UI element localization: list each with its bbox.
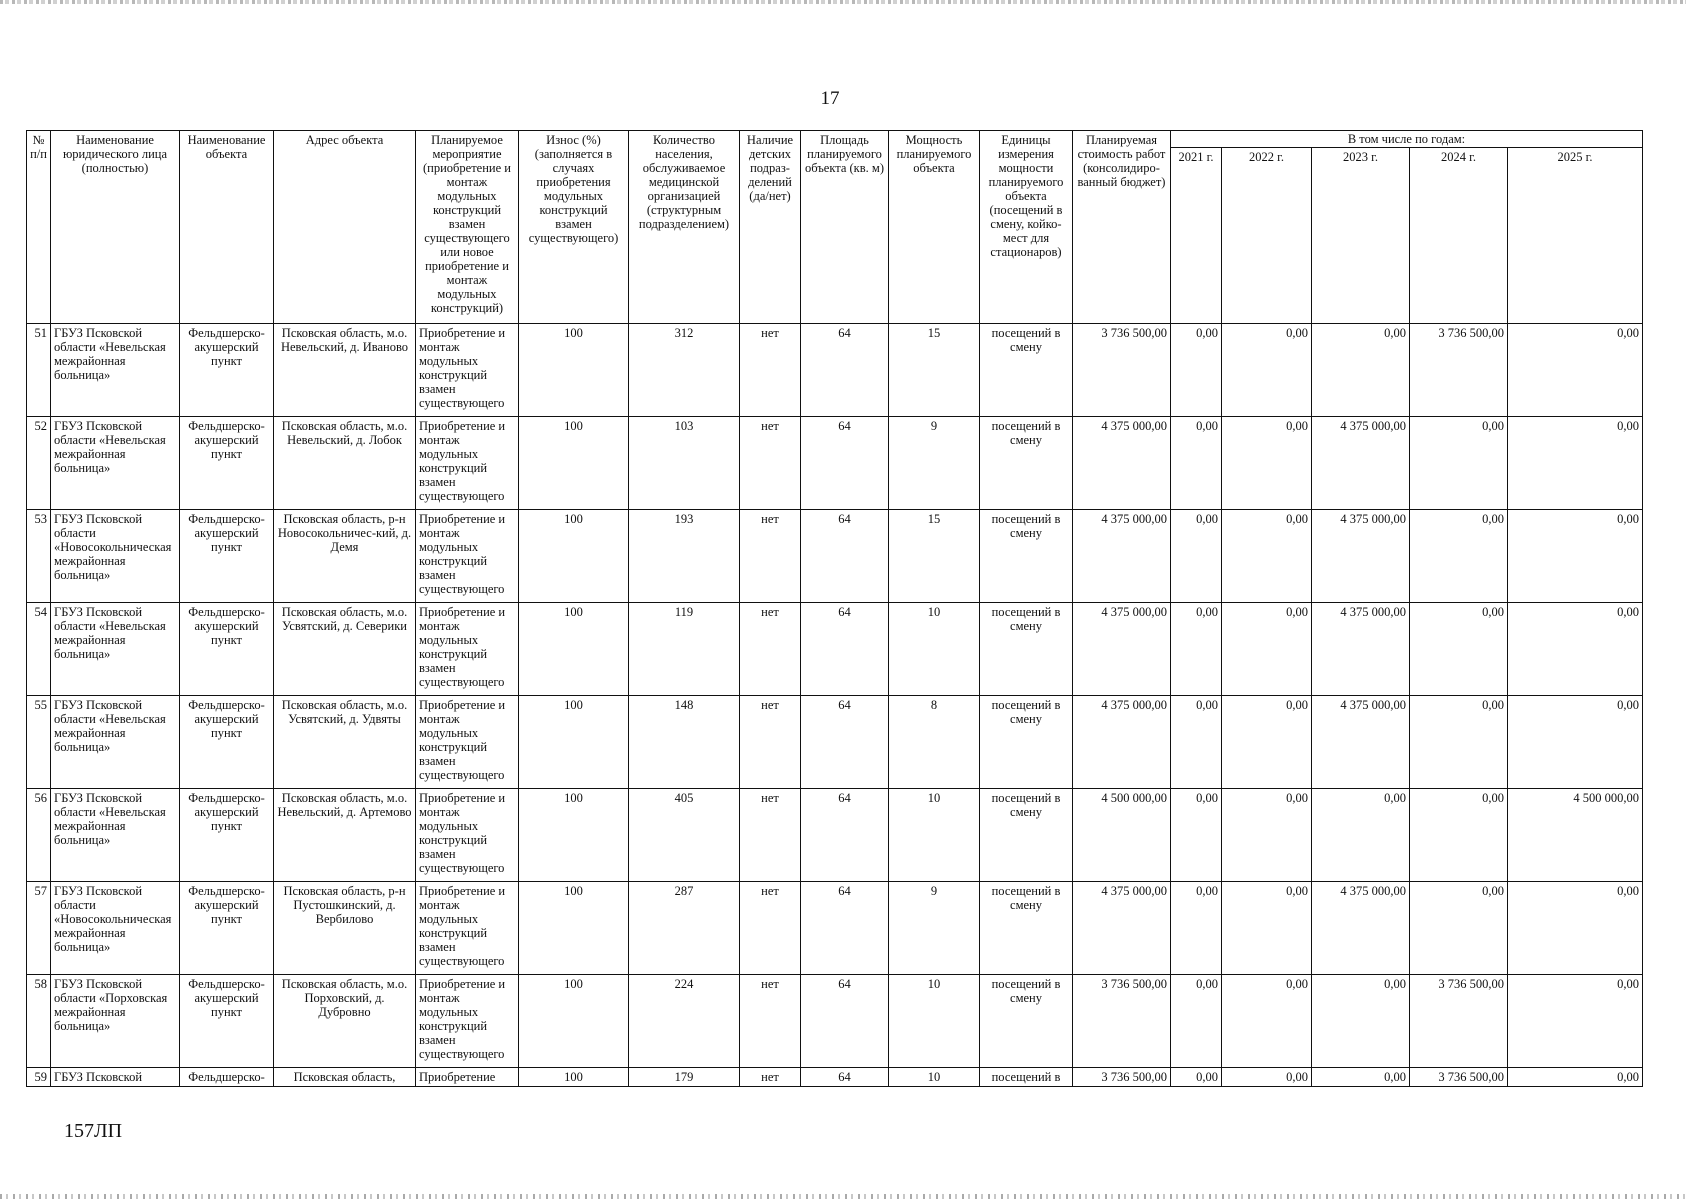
wear-cell: 100 [519, 789, 629, 882]
population-cell: 405 [629, 789, 740, 882]
header-wear: Износ (%) (заполняется в случаях приобретения модульных конструкций взамен существующего) [519, 131, 629, 324]
legal-name-cell: ГБУЗ Псковской области «Невельская межрайонная больница» [51, 417, 180, 510]
children-cell: нет [740, 324, 801, 417]
year-2022-cell: 0,00 [1222, 1068, 1312, 1087]
event-cell: Приобретение и монтаж модульных конструкций взамен существующего [416, 975, 519, 1068]
year-2021-cell: 0,00 [1171, 324, 1222, 417]
area-cell: 64 [801, 789, 889, 882]
children-cell: нет [740, 1068, 801, 1087]
scan-edge-bottom [0, 1194, 1686, 1199]
wear-cell: 100 [519, 324, 629, 417]
header-cost: Планируемая стоимость работ (консолидиро-ванный бюджет) [1073, 131, 1171, 324]
units-cell: посещений в смену [980, 882, 1073, 975]
population-cell: 312 [629, 324, 740, 417]
year-2021-cell: 0,00 [1171, 975, 1222, 1068]
year-2022-cell: 0,00 [1222, 696, 1312, 789]
area-cell: 64 [801, 510, 889, 603]
children-cell: нет [740, 510, 801, 603]
year-2023-cell: 0,00 [1312, 975, 1410, 1068]
units-cell: посещений в смену [980, 324, 1073, 417]
year-2024-cell: 0,00 [1410, 510, 1508, 603]
units-cell: посещений в смену [980, 603, 1073, 696]
children-cell: нет [740, 696, 801, 789]
year-2025-cell: 0,00 [1508, 324, 1643, 417]
table-row [27, 789, 1643, 882]
event-cell: Приобретение и монтаж модульных конструкций взамен существующего [416, 510, 519, 603]
children-cell: нет [740, 417, 801, 510]
children-cell: нет [740, 882, 801, 975]
year-2025-cell: 0,00 [1508, 696, 1643, 789]
capacity-cell: 15 [889, 324, 980, 417]
row-number: 58 [27, 975, 51, 1068]
legal-name-cell: ГБУЗ Псковской области «Невельская межрайонная больница» [51, 603, 180, 696]
area-cell: 64 [801, 1068, 889, 1087]
wear-cell: 100 [519, 510, 629, 603]
year-2022-cell: 0,00 [1222, 789, 1312, 882]
scan-edge-top [0, 0, 1686, 4]
year-2021-cell: 0,00 [1171, 1068, 1222, 1087]
year-2025-cell: 0,00 [1508, 603, 1643, 696]
year-2025-cell: 0,00 [1508, 510, 1643, 603]
address-cell: Псковская область, м.о. Усвятский, д. Удвяты [274, 696, 416, 789]
object-name-cell: Фельдшерско-акушерский пункт [180, 696, 274, 789]
header-num: № п/п [27, 131, 51, 324]
year-2022-cell: 0,00 [1222, 603, 1312, 696]
object-name-cell: Фельдшерско- [180, 1068, 274, 1087]
event-cell: Приобретение и монтаж модульных конструкций взамен существующего [416, 882, 519, 975]
address-cell: Псковская область, м.о. Порховский, д. Дубровно [274, 975, 416, 1068]
table-row [27, 882, 1643, 975]
header-children: Наличие детских подраз-делений (да/нет) [740, 131, 801, 324]
year-2023-cell: 4 375 000,00 [1312, 696, 1410, 789]
year-2022-cell: 0,00 [1222, 882, 1312, 975]
cost-cell: 4 375 000,00 [1073, 696, 1171, 789]
year-2021-cell: 0,00 [1171, 510, 1222, 603]
year-2022-cell: 0,00 [1222, 975, 1312, 1068]
units-cell: посещений в смену [980, 417, 1073, 510]
year-2021-cell: 0,00 [1171, 603, 1222, 696]
wear-cell: 100 [519, 975, 629, 1068]
year-2024-cell: 0,00 [1410, 603, 1508, 696]
address-cell: Псковская область, р-н Новосокольничес-кий, д. Демя [274, 510, 416, 603]
year-2024-cell: 3 736 500,00 [1410, 324, 1508, 417]
header-address: Адрес объекта [274, 131, 416, 324]
table-row [27, 417, 1643, 510]
document-code: 157ЛП [64, 1120, 123, 1142]
row-number: 57 [27, 882, 51, 975]
year-2025-cell: 0,00 [1508, 417, 1643, 510]
event-cell: Приобретение и монтаж модульных конструкций взамен существующего [416, 603, 519, 696]
object-name-cell: Фельдшерско-акушерский пункт [180, 417, 274, 510]
table-row [27, 510, 1643, 603]
population-cell: 193 [629, 510, 740, 603]
row-number: 53 [27, 510, 51, 603]
area-cell: 64 [801, 324, 889, 417]
year-2022-cell: 0,00 [1222, 417, 1312, 510]
event-cell: Приобретение [416, 1068, 519, 1087]
header-area: Площадь планируемого объекта (кв. м) [801, 131, 889, 324]
header-year-2024: 2024 г. [1410, 148, 1508, 324]
year-2023-cell: 4 375 000,00 [1312, 603, 1410, 696]
legal-name-cell: ГБУЗ Псковской области «Новосокольническая межрайонная больница» [51, 510, 180, 603]
area-cell: 64 [801, 417, 889, 510]
header-units: Единицы измерения мощности планируемого объекта (посещений в смену, койко-мест для стационаров) [980, 131, 1073, 324]
object-name-cell: Фельдшерско-акушерский пункт [180, 603, 274, 696]
address-cell: Псковская область, м.о. Невельский, д. Лобок [274, 417, 416, 510]
event-cell: Приобретение и монтаж модульных конструкций взамен существующего [416, 324, 519, 417]
area-cell: 64 [801, 603, 889, 696]
units-cell: посещений в смену [980, 975, 1073, 1068]
object-name-cell: Фельдшерско-акушерский пункт [180, 789, 274, 882]
event-cell: Приобретение и монтаж модульных конструкций взамен существующего [416, 696, 519, 789]
address-cell: Псковская область, р-н Пустошкинский, д. Вербилово [274, 882, 416, 975]
header-legal-name: Наименование юридического лица (полностью) [51, 131, 180, 324]
year-2024-cell: 0,00 [1410, 696, 1508, 789]
row-number: 55 [27, 696, 51, 789]
event-cell: Приобретение и монтаж модульных конструкций взамен существующего [416, 789, 519, 882]
year-2021-cell: 0,00 [1171, 696, 1222, 789]
capacity-cell: 10 [889, 975, 980, 1068]
header-year-2023: 2023 г. [1312, 148, 1410, 324]
address-cell: Псковская область, м.о. Невельский, д. Иваново [274, 324, 416, 417]
year-2024-cell: 3 736 500,00 [1410, 975, 1508, 1068]
year-2025-cell: 0,00 [1508, 882, 1643, 975]
year-2023-cell: 4 375 000,00 [1312, 417, 1410, 510]
year-2023-cell: 0,00 [1312, 789, 1410, 882]
row-number: 54 [27, 603, 51, 696]
legal-name-cell: ГБУЗ Псковской области «Новосокольническая межрайонная больница» [51, 882, 180, 975]
year-2022-cell: 0,00 [1222, 324, 1312, 417]
capacity-cell: 15 [889, 510, 980, 603]
year-2021-cell: 0,00 [1171, 882, 1222, 975]
cost-cell: 4 375 000,00 [1073, 417, 1171, 510]
cost-cell: 4 500 000,00 [1073, 789, 1171, 882]
year-2024-cell: 0,00 [1410, 882, 1508, 975]
capacity-cell: 9 [889, 417, 980, 510]
registry-table [26, 130, 1643, 1087]
row-number: 59 [27, 1068, 51, 1087]
header-capacity: Мощность планируемого объекта [889, 131, 980, 324]
wear-cell: 100 [519, 417, 629, 510]
header-row-1 [27, 131, 1643, 148]
year-2025-cell: 0,00 [1508, 975, 1643, 1068]
year-2023-cell: 4 375 000,00 [1312, 882, 1410, 975]
cost-cell: 3 736 500,00 [1073, 975, 1171, 1068]
year-2024-cell: 3 736 500,00 [1410, 1068, 1508, 1087]
address-cell: Псковская область, м.о. Невельский, д. Артемово [274, 789, 416, 882]
units-cell: посещений в смену [980, 696, 1073, 789]
table-row [27, 1068, 1643, 1087]
children-cell: нет [740, 603, 801, 696]
year-2023-cell: 0,00 [1312, 324, 1410, 417]
page-number: 17 [820, 88, 840, 109]
year-2024-cell: 0,00 [1410, 417, 1508, 510]
children-cell: нет [740, 789, 801, 882]
year-2021-cell: 0,00 [1171, 417, 1222, 510]
header-year-2025: 2025 г. [1508, 148, 1643, 324]
year-2022-cell: 0,00 [1222, 510, 1312, 603]
header-population: Количество населения, обслуживаемое медицинской организацией (структурным подразделением) [629, 131, 740, 324]
cost-cell: 3 736 500,00 [1073, 1068, 1171, 1087]
capacity-cell: 10 [889, 1068, 980, 1087]
address-cell: Псковская область, м.о. Усвятский, д. Северики [274, 603, 416, 696]
area-cell: 64 [801, 696, 889, 789]
wear-cell: 100 [519, 1068, 629, 1087]
year-2023-cell: 0,00 [1312, 1068, 1410, 1087]
area-cell: 64 [801, 882, 889, 975]
cost-cell: 3 736 500,00 [1073, 324, 1171, 417]
units-cell: посещений в смену [980, 789, 1073, 882]
area-cell: 64 [801, 975, 889, 1068]
population-cell: 224 [629, 975, 740, 1068]
year-2024-cell: 0,00 [1410, 789, 1508, 882]
capacity-cell: 10 [889, 603, 980, 696]
legal-name-cell: ГБУЗ Псковской [51, 1068, 180, 1087]
event-cell: Приобретение и монтаж модульных конструкций взамен существующего [416, 417, 519, 510]
header-by-years: В том числе по годам: [1171, 131, 1643, 148]
address-cell: Псковская область, [274, 1068, 416, 1087]
table-row [27, 975, 1643, 1068]
table-row [27, 603, 1643, 696]
cost-cell: 4 375 000,00 [1073, 882, 1171, 975]
population-cell: 287 [629, 882, 740, 975]
wear-cell: 100 [519, 882, 629, 975]
year-2021-cell: 0,00 [1171, 789, 1222, 882]
row-number: 52 [27, 417, 51, 510]
legal-name-cell: ГБУЗ Псковской области «Невельская межрайонная больница» [51, 789, 180, 882]
row-number: 51 [27, 324, 51, 417]
header-year-2021: 2021 г. [1171, 148, 1222, 324]
population-cell: 103 [629, 417, 740, 510]
population-cell: 119 [629, 603, 740, 696]
table-body [27, 324, 1643, 1087]
legal-name-cell: ГБУЗ Псковской области «Порховская межрайонная больница» [51, 975, 180, 1068]
capacity-cell: 8 [889, 696, 980, 789]
wear-cell: 100 [519, 603, 629, 696]
population-cell: 148 [629, 696, 740, 789]
cost-cell: 4 375 000,00 [1073, 510, 1171, 603]
population-cell: 179 [629, 1068, 740, 1087]
legal-name-cell: ГБУЗ Псковской области «Невельская межрайонная больница» [51, 324, 180, 417]
legal-name-cell: ГБУЗ Псковской области «Невельская межрайонная больница» [51, 696, 180, 789]
header-object-name: Наименование объекта [180, 131, 274, 324]
year-2023-cell: 4 375 000,00 [1312, 510, 1410, 603]
wear-cell: 100 [519, 696, 629, 789]
object-name-cell: Фельдшерско-акушерский пункт [180, 324, 274, 417]
header-year-2022: 2022 г. [1222, 148, 1312, 324]
children-cell: нет [740, 975, 801, 1068]
object-name-cell: Фельдшерско-акушерский пункт [180, 975, 274, 1068]
units-cell: посещений в [980, 1068, 1073, 1087]
object-name-cell: Фельдшерско-акушерский пункт [180, 882, 274, 975]
units-cell: посещений в смену [980, 510, 1073, 603]
object-name-cell: Фельдшерско-акушерский пункт [180, 510, 274, 603]
year-2025-cell: 0,00 [1508, 1068, 1643, 1087]
row-number: 56 [27, 789, 51, 882]
table-row [27, 696, 1643, 789]
cost-cell: 4 375 000,00 [1073, 603, 1171, 696]
capacity-cell: 9 [889, 882, 980, 975]
year-2025-cell: 4 500 000,00 [1508, 789, 1643, 882]
capacity-cell: 10 [889, 789, 980, 882]
table-row [27, 324, 1643, 417]
header-event: Планируемое мероприятие (приобретение и монтаж модульных конструкций взамен существующего или новое приобретение и монтаж модульных конструкций) [416, 131, 519, 324]
